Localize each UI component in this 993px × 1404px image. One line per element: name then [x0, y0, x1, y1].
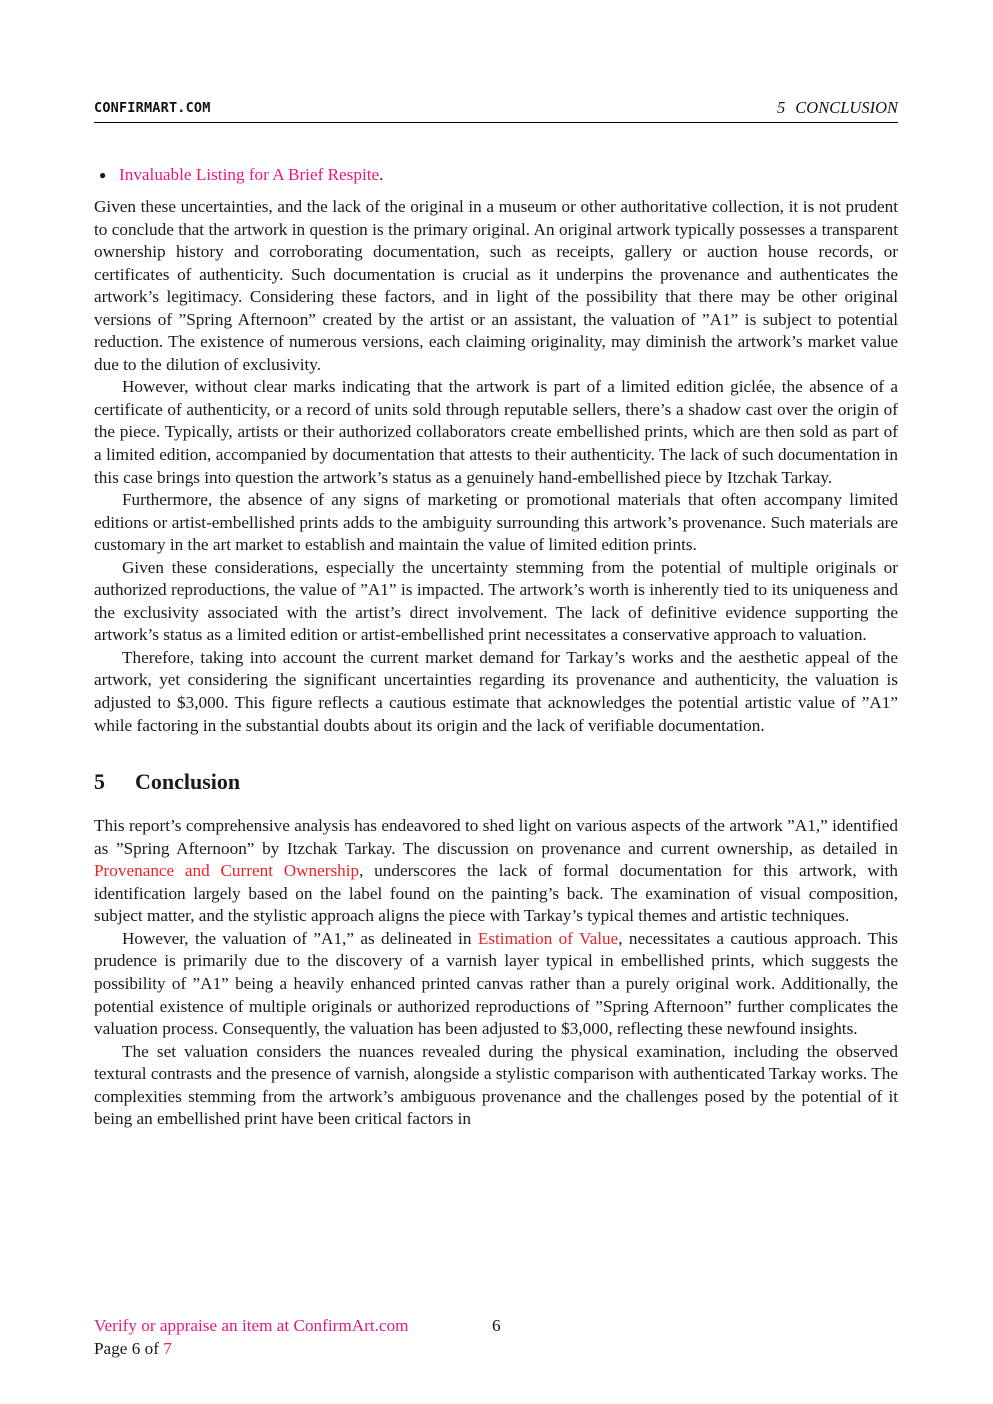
- bullet-icon: ●: [99, 168, 107, 182]
- running-section-name: CONCLUSION: [795, 98, 898, 117]
- list-item: [99, 162, 898, 188]
- conclusion-paragraph: The set valuation considers the nuances revealed during the physical examination, including the observed textural contrasts and the presence of varnish, alongside a stylistic comparison with authenticated Tarkay works. The complexities stemming from the artwork’s ambiguous provenance and the challenges posed by the potential of it being an embellished print have been critical factors in: [94, 1041, 898, 1129]
- conclusion-paragraph: [94, 815, 898, 928]
- section-heading: [94, 767, 898, 797]
- running-section-title: [777, 98, 898, 118]
- page-footer: [94, 1314, 501, 1360]
- site-logo: CONFIRMART.COM: [94, 100, 211, 116]
- section-title: Conclusion: [135, 769, 241, 795]
- body-paragraph: However, without clear marks indicating that the artwork is part of a limited edition giclée, the absence of a certificate of authenticity, or a record of units sold through reputable sellers, there’s a shadow cast over the origin of the piece. Typically, artists or their authorized collaborators create embellished prints, which are then sold as part of a limited edition, accompanied by documentation that attests to their authenticity. The lack of such documentation in this case brings into question the artwork’s status as a genuinely hand-embellished piece by Itzchak Tarkay.: [94, 377, 898, 487]
- invaluable-listing-link[interactable]: Invaluable Listing for A Brief Respite: [119, 165, 380, 184]
- page-count: [94, 1337, 409, 1360]
- paragraph-text: However, the valuation of ”A1,” as delineated in: [122, 928, 478, 948]
- page-count-prefix: Page 6 of: [94, 1339, 164, 1358]
- conclusion-paragraph: [94, 928, 898, 1041]
- page-header: [94, 98, 898, 123]
- page-number: 6: [492, 1316, 501, 1335]
- body-paragraph: Given these considerations, especially the uncertainty stemming from the potential of multiple originals or authorized reproductions, the value of ”A1” is impacted. The artwork’s worth is inherently tied to its uniqueness and the exclusivity associated with the artist’s direct involvement. The lack of definitive evidence supporting the artwork’s status as a limited edition or artist-embellished print necessitates a conservative approach to valuation.: [94, 557, 898, 645]
- estimation-section-link[interactable]: Estimation of Value: [477, 928, 619, 948]
- provenance-section-link[interactable]: Provenance and Current Ownership: [94, 861, 360, 881]
- body-paragraph: Given these uncertainties, and the lack of the original in a museum or other authoritative collection, it is not prudent to conclude that the artwork in question is the primary original. An original artwork typically possesses a transparent ownership history and corroborating documentation, such as receipts, gallery or auction house records, or certificates of authenticity. Such documentation is crucial as it underpins the provenance and authenticates the artwork’s legitimacy. Considering these factors, and in light of the possibility that there may be other original versions of ”Spring Afternoon” created by the artist or an assistant, the valuation of ”A1” is subject to potential reduction. The existence of numerous versions, each claiming originality, may diminish the artwork’s market value due to the dilution of exclusivity.: [94, 197, 898, 374]
- paragraph-text: , underscores the lack of formal documentation for this artwork, with identification largely based on the label found on the painting’s back. The examination of visual composition, subject matter, and the stylistic approach aligns the piece with Tarkay’s typical themes and artistic techniques.: [94, 861, 898, 926]
- reference-list: [94, 162, 898, 188]
- body-paragraph: Furthermore, the absence of any signs of marketing or promotional materials that often accompany limited editions or artist-embellished prints adds to the ambiguity surrounding this artwork’s provenance. Such materials are customary in the art market to establish and maintain the value of limited edition prints.: [94, 490, 898, 555]
- confirmart-footer-link[interactable]: Verify or appraise an item at ConfirmArt.com: [94, 1316, 409, 1335]
- running-section-number: 5: [777, 98, 786, 117]
- last-page-link[interactable]: 7: [163, 1339, 172, 1358]
- page-body: [94, 162, 898, 1131]
- paragraph-text: , necessitates a cautious approach. This prudence is primarily due to the discovery of a varnish layer typical in embellished prints, which suggests the possibility of ”A1” being a heavily enhanced printed canvas rather than a purely original work. Additionally, the potential existence of multiple originals or authorized reproductions of ”Spring Afternoon” further complicates the valuation process. Consequently, the valuation has been adjusted to $3,000, reflecting these newfound insights.: [94, 928, 898, 1039]
- body-paragraph: Therefore, taking into account the current market demand for Tarkay’s works and the aesthetic appeal of the artwork, yet considering the significant uncertainties regarding its provenance and authenticity, the valuation is adjusted to $3,000. This figure reflects a cautious estimate that acknowledges the potential artistic value of ”A1” while factoring in the substantial doubts about its origin and the lack of verifiable documentation.: [94, 647, 898, 735]
- list-item-punctuation: .: [379, 165, 384, 184]
- section-number: 5: [94, 769, 105, 795]
- paragraph-text: This report’s comprehensive analysis has endeavored to shed light on various aspects of the artwork ”A1,” identified as ”Spring Afternoon” by Itzchak Tarkay. The discussion on provenance and current ownership, as detailed in: [94, 816, 898, 858]
